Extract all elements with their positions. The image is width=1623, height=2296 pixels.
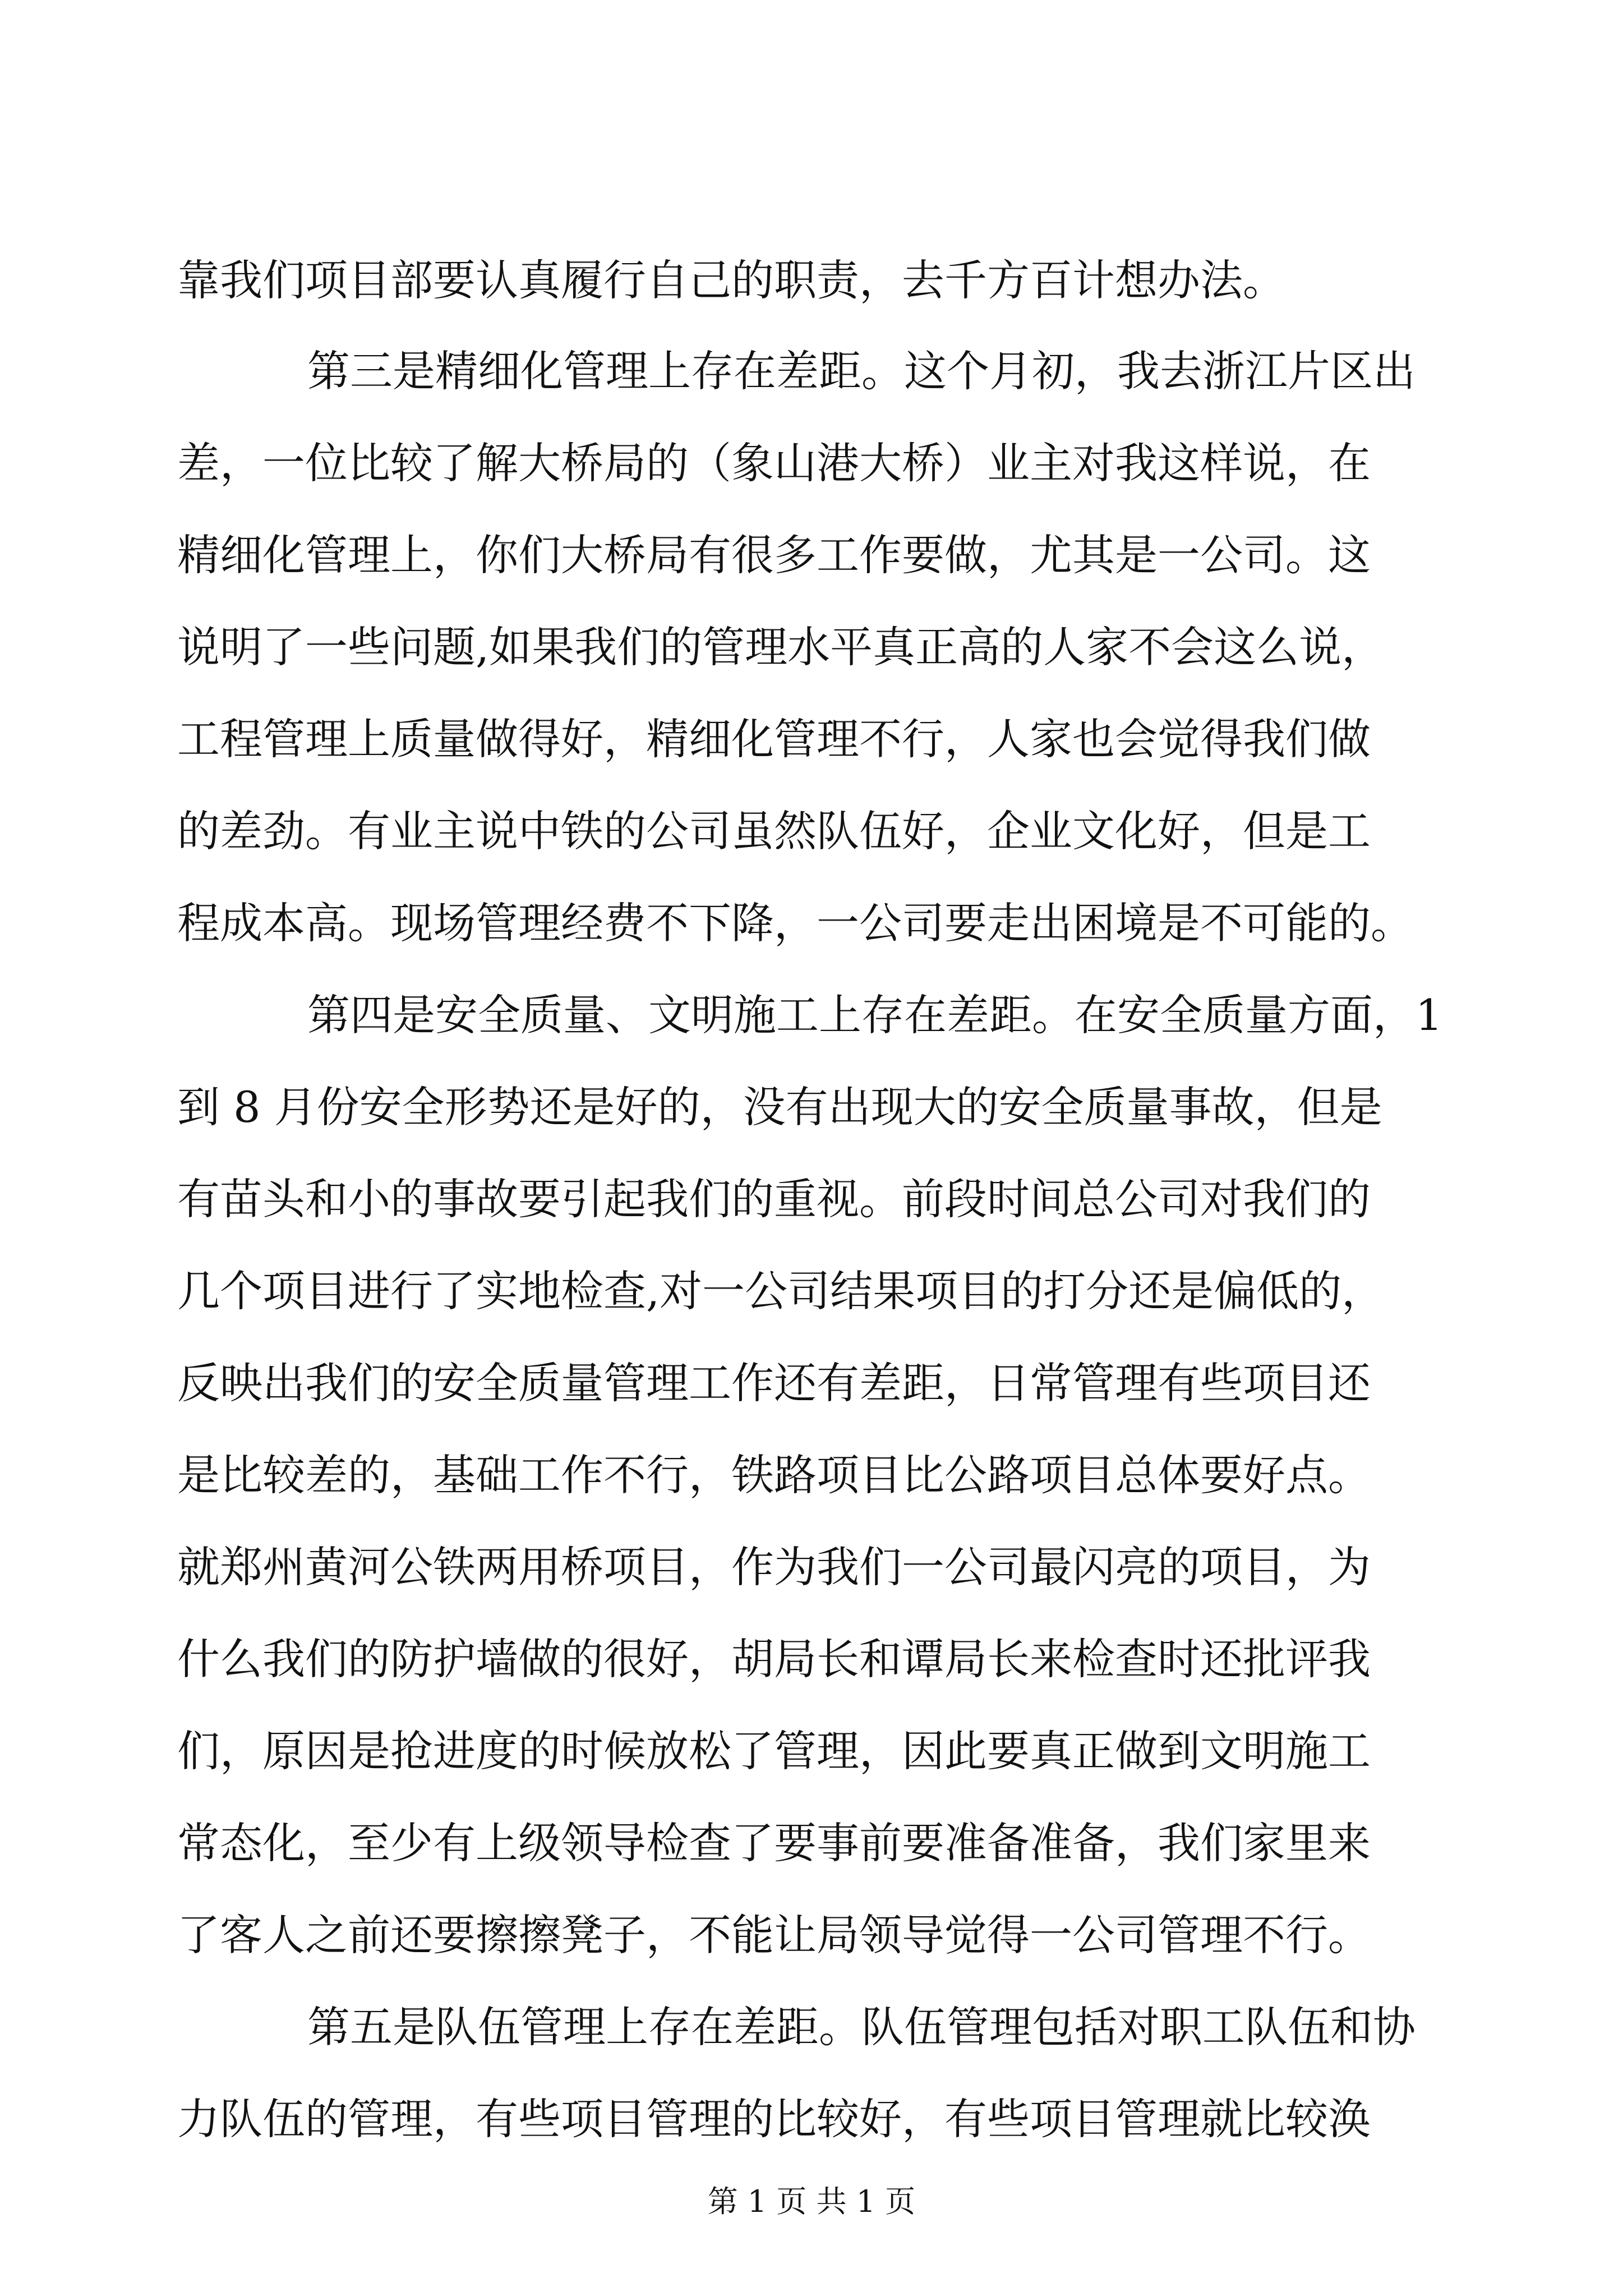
text-line: 常态化，至少有上级领导检查了要事前要准备准备，我们家里来: [177, 1818, 1371, 1868]
paragraph-4-start: 第四是安全质量、文明施工上存在差距。在安全质量方面，1: [307, 990, 1443, 1040]
text-line: 们，原因是抢进度的时候放松了管理，因此要真正做到文明施工: [177, 1726, 1371, 1776]
text-line: 什么我们的防护墙做的很好，胡局长和谭局长来检查时还批评我: [177, 1634, 1371, 1684]
text-line: 程成本高。现场管理经费不下降，一公司要走出困境是不可能的。: [177, 898, 1413, 948]
text-line: 就郑州黄河公铁两用桥项目，作为我们一公司最闪亮的项目，为: [177, 1542, 1371, 1592]
text-line: 了客人之前还要擦擦凳子，不能让局领导觉得一公司管理不行。: [177, 1910, 1371, 1960]
paragraph-3-start: 第三是精细化管理上存在差距。这个月初，我去浙江片区出: [307, 346, 1415, 396]
text-line: 靠我们项目部要认真履行自己的职责，去千方百计想办法。: [177, 255, 1285, 305]
text-line: 精细化管理上，你们大桥局有很多工作要做，尤其是一公司。这: [177, 530, 1371, 580]
text-line: 是比较差的，基础工作不行，铁路项目比公路项目总体要好点。: [177, 1450, 1371, 1500]
text-line: 反映出我们的安全质量管理工作还有差距，日常管理有些项目还: [177, 1358, 1371, 1408]
text-line: 力队伍的管理，有些项目管理的比较好，有些项目管理就比较涣: [177, 2094, 1371, 2144]
paragraph-5-start: 第五是队伍管理上存在差距。队伍管理包括对职工队伍和协: [307, 2002, 1415, 2052]
text-line: 有苗头和小的事故要引起我们的重视。前段时间总公司对我们的: [177, 1174, 1371, 1224]
text-line: 几个项目进行了实地检查,对一公司结果项目的打分还是偏低的，: [177, 1266, 1385, 1316]
text-line: 到 8 月份安全形势还是好的，没有出现大的安全质量事故，但是: [177, 1082, 1382, 1132]
text-line: 说明了一些问题,如果我们的管理水平真正高的人家不会这么说，: [177, 622, 1385, 672]
text-line: 差，一位比较了解大桥局的（象山港大桥）业主对我这样说，在: [177, 438, 1371, 488]
text-line: 的差劲。有业主说中铁的公司虽然队伍好，企业文化好，但是工: [177, 806, 1371, 856]
page-footer: 第 1 页 共 1 页: [707, 2184, 916, 2219]
text-line: 工程管理上质量做得好，精细化管理不行，人家也会觉得我们做: [177, 714, 1371, 764]
